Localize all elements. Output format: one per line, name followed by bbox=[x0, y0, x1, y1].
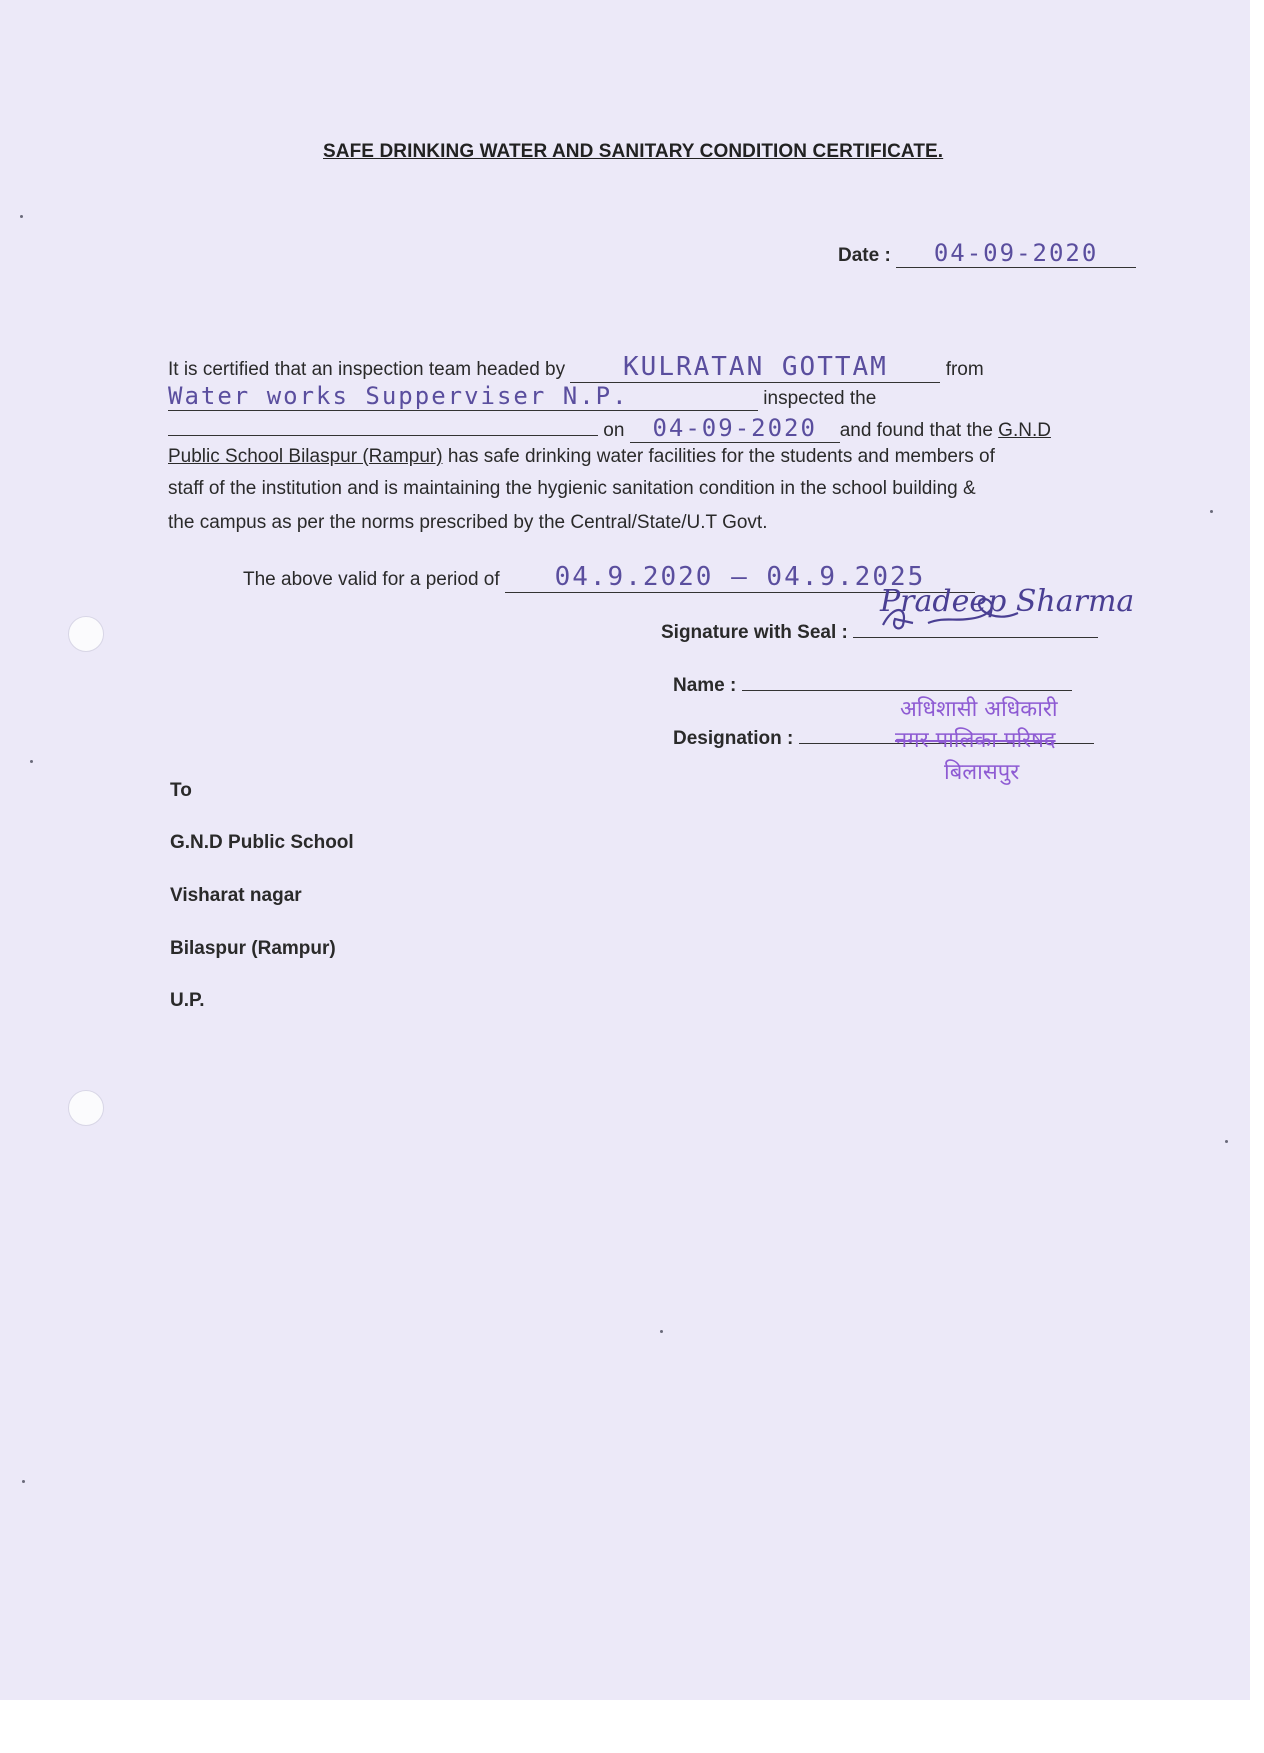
stamp-line-2: नगर पालिका परिषद bbox=[895, 728, 1056, 753]
signature-label: Signature with Seal : bbox=[661, 622, 848, 643]
body-line-6: the campus as per the norms prescribed by the Central/State/U.T Govt. bbox=[168, 512, 768, 533]
designation-label: Designation : bbox=[673, 728, 794, 749]
punch-hole-top bbox=[68, 616, 104, 652]
body-text: has safe drinking water facilities for the students and members of bbox=[447, 446, 995, 467]
date-row bbox=[838, 239, 1136, 268]
name-label: Name : bbox=[673, 675, 737, 696]
body-text: inspected the bbox=[763, 388, 877, 409]
body-line-4 bbox=[168, 446, 995, 468]
date-value: 04-09-2020 bbox=[896, 239, 1136, 268]
address-to: To bbox=[170, 780, 192, 801]
body-text: It is certified that an inspection team headed by bbox=[168, 359, 566, 380]
signatory-name: Pradeep Sharma bbox=[880, 584, 1135, 619]
date-label: Date : bbox=[838, 245, 891, 266]
punch-hole-bottom bbox=[68, 1090, 104, 1126]
body-text: and found that the bbox=[839, 420, 993, 441]
paper-speck bbox=[30, 760, 33, 763]
body-text: from bbox=[945, 359, 984, 380]
school-name-part2: Public School Bilaspur (Rampur) bbox=[168, 446, 443, 467]
team-head-name: KULRATAN GOTTAM bbox=[570, 352, 940, 383]
paper-speck bbox=[20, 215, 23, 218]
body-line-1 bbox=[168, 352, 984, 383]
paper-speck bbox=[22, 1480, 25, 1483]
paper-speck bbox=[660, 1330, 663, 1333]
blank-line bbox=[168, 415, 598, 436]
validity-value: 04.9.2020 — 04.9.2025 bbox=[505, 562, 975, 593]
validity-label: The above valid for a period of bbox=[243, 569, 500, 590]
stamp-line-3: बिलासपुर bbox=[944, 760, 1020, 785]
address-line-1: G.N.D Public School bbox=[170, 832, 354, 853]
address-line-3: Bilaspur (Rampur) bbox=[170, 938, 336, 959]
body-line-3 bbox=[168, 414, 1051, 443]
signature-row bbox=[661, 617, 1098, 644]
school-name-part1: G.N.D bbox=[998, 420, 1051, 441]
validity-row bbox=[243, 562, 975, 593]
body-line-2 bbox=[168, 382, 876, 411]
stamp-line-1: अधिशासी अधिकारी bbox=[900, 697, 1058, 722]
paper-speck bbox=[1210, 510, 1213, 513]
paper-speck bbox=[1225, 1140, 1228, 1143]
certificate-title: SAFE DRINKING WATER AND SANITARY CONDITION CERTIFICATE. bbox=[323, 141, 944, 162]
inspection-date: 04-09-2020 bbox=[630, 414, 840, 443]
name-line bbox=[742, 670, 1072, 691]
address-line-2: Visharat nagar bbox=[170, 885, 302, 906]
body-text: on bbox=[603, 420, 625, 441]
body-line-5: staff of the institution and is maintaining the hygienic sanitation condition in the school building & bbox=[168, 478, 976, 499]
address-line-4: U.P. bbox=[170, 990, 205, 1011]
signature-line bbox=[853, 617, 1098, 638]
department-name: Water works Supperviser N.P. bbox=[168, 382, 758, 411]
